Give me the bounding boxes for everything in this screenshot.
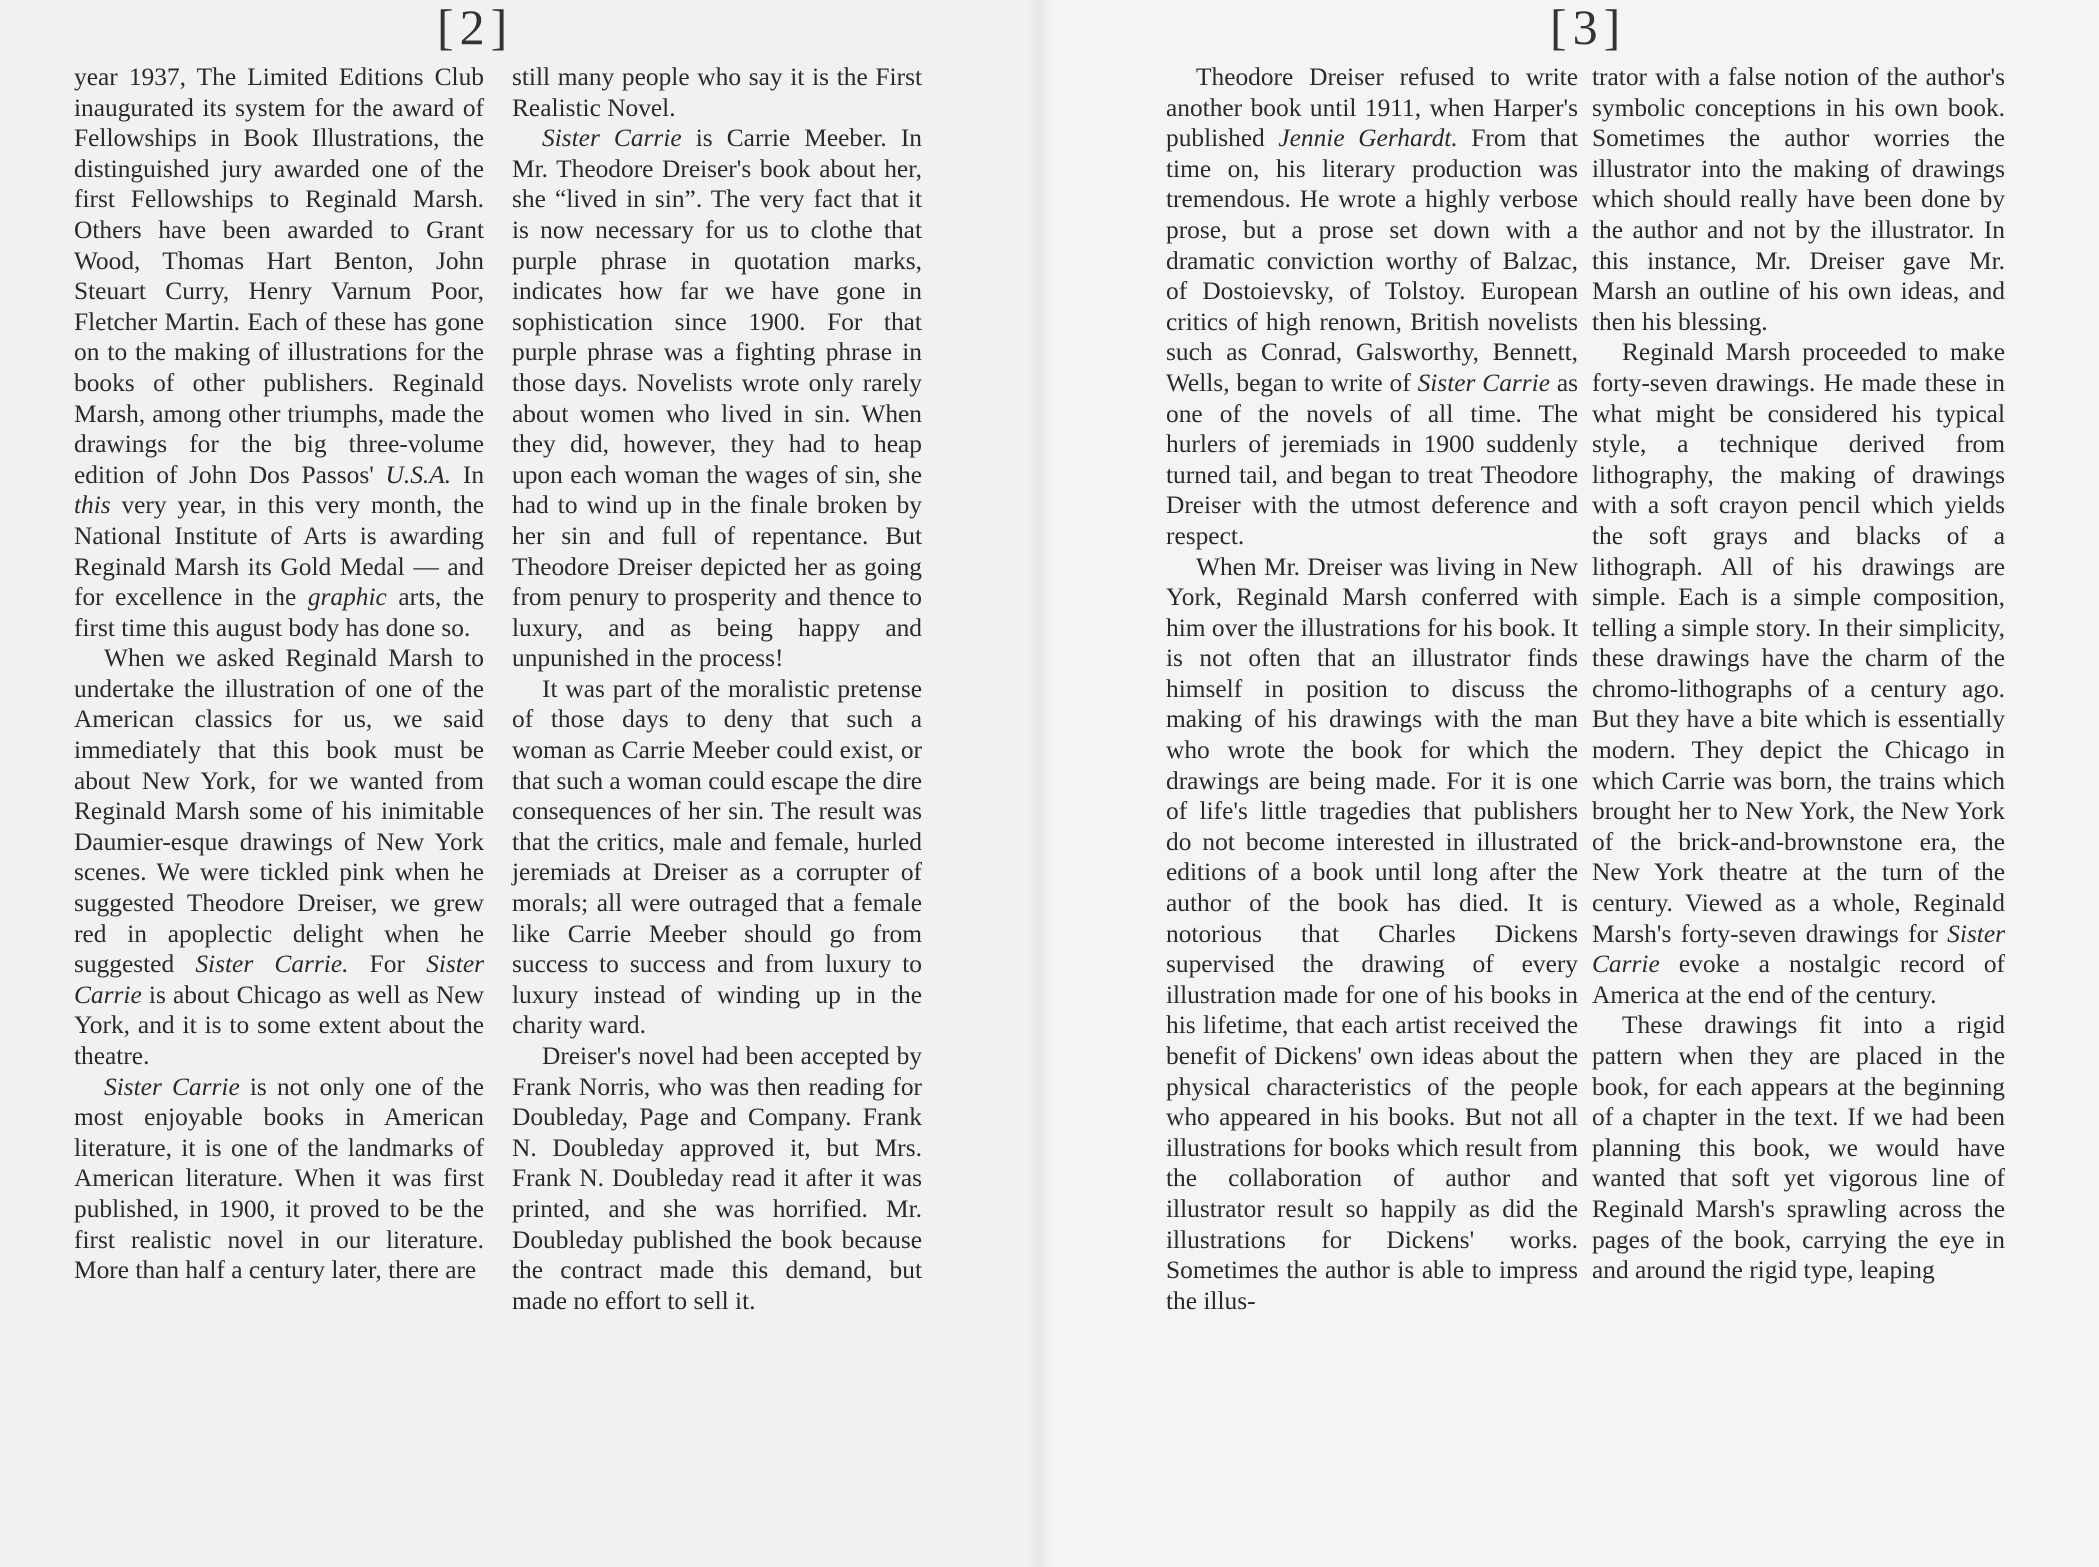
paragraph	[512, 62, 922, 123]
text-segment: When we asked Reginald Marsh to undertake the illustration of one of the American classics for us, we said immediately that this book must be about New York, for we wanted from Reginald Marsh some of his inimitable Daumier-esque drawings of New York scenes. We were tickled pink when he suggested Theodore Dreiser, we grew red in apoplectic delight when he suggested	[74, 644, 484, 979]
paragraph	[74, 62, 484, 643]
paragraph	[512, 674, 922, 1041]
italic-text: graphic	[307, 583, 387, 612]
italic-text: Sister Carrie	[1417, 368, 1550, 397]
italic-text: this	[74, 491, 111, 520]
italic-text: U.S.A.	[385, 460, 452, 489]
page-number-right: [3]	[1550, 0, 1627, 55]
text-segment: For	[348, 950, 427, 979]
text-segment: arts, the first time this august body has done so.	[74, 583, 484, 642]
text-segment: When Mr. Dreiser was living in New York, Reginald Marsh conferred with him over the illustrations for his book. It is not often that an illustrator finds himself in position to discuss the making of his drawings with the man who wrote the book for which the drawings are being made. For it is one of life's little tragedies that publishers do not become interested in illustrated editions of a book until long after the author of the book has died. It is notorious that Charles Dickens supervised the drawing of every illustration made for one of his books in his lifetime, that each artist received the benefit of Dickens' own ideas about the physical characteristics of the people who appeared in his books. But not all illustrations for books which result from the collaboration of author and illustrator result so happily as did the illustrations for Dickens' works. Sometimes the author is able to impress the illus-	[1166, 552, 1578, 1315]
paragraph	[1592, 337, 2005, 1010]
paragraph	[74, 1072, 484, 1286]
text-column-3	[1166, 62, 1578, 1316]
book-gutter	[1028, 0, 1058, 1567]
paragraph	[1592, 1010, 2005, 1285]
text-segment: trator with a false notion of the author's symbolic conceptions in his own book. Sometimes the author worries the illustrator into the making of drawings which should really have been done by the author and not by the illustrator. In this instance, Mr. Dreiser gave Mr. Marsh an outline of his own ideas, and then his blessing.	[1592, 63, 2005, 336]
text-segment: as one of the novels of all time. The hurlers of jeremiads in 1900 suddenly turned tail, and began to treat Theodore Dreiser with the utmost deference and respect.	[1166, 368, 1578, 550]
paragraph	[74, 643, 484, 1071]
italic-text: Sister Carrie	[104, 1072, 240, 1101]
text-column-2	[512, 62, 922, 1316]
text-segment: Theodore Dreiser refused to write another book until 1911, when Harper's published	[1166, 63, 1578, 153]
italic-text: Sister Carrie.	[195, 950, 349, 979]
text-column-4	[1592, 62, 2005, 1286]
text-segment: It was part of the moralistic pretense of those days to deny that such a woman as Carrie Meeber could exist, or that such a woman could escape the dire consequences of her sin. The result was that the critics, male and female, hurled jeremiads at Dreiser as a corrupter of morals; all were outraged that a female like Carrie Meeber should go from success to success and from luxury to luxury instead of winding up in the charity ward.	[512, 674, 922, 1040]
text-segment: is not only one of the most enjoyable books in American literature, it is one of the landmarks of American literature. When it was first published, in 1900, it proved to be the first realistic novel in our literature. More than half a century later, there are	[74, 1072, 485, 1285]
paragraph	[512, 123, 922, 674]
text-segment: In	[451, 460, 485, 489]
text-segment: very year, in this very month, the National Institute of Arts is awarding Reginald Marsh its Gold Medal — and for excellence in the	[74, 491, 484, 612]
page-number-left: [2]	[437, 0, 514, 55]
text-segment: From that time on, his literary production was tremendous. He wrote a highly verbose prose, but a prose set down with a dramatic conviction worthy of Balzac, of Dostoievsky, of Tolstoy. European critics of high renown, British novelists such as Conrad, Galsworthy, Bennett, Wells, began to write of	[1166, 124, 1579, 397]
text-segment: Reginald Marsh proceeded to make forty-seven drawings. He made these in what might be considered his typical style, a technique derived from lithography, the making of drawings with a soft crayon pencil which yields the soft grays and blacks of a lithograph. All of his drawings are simple. Each is a simple composition, telling a simple story. In their simplicity, these drawings have the charm of the chromo-lithographs of a century ago. But they have a bite which is essentially modern. They depict the Chicago in which Carrie was born, the trains which brought her to New York, the New York of the brick-and-brownstone era, the New York theatre at the turn of the century. Viewed as a whole, Reginald Marsh's forty-seven drawings for	[1592, 338, 2005, 948]
text-segment: year 1937, The Limited Editions Club inaugurated its system for the award of Fellowships in Book Illustrations, the distinguished jury awarded one of the first Fellowships to Reginald Marsh. Others have been awarded to Grant Wood, Thomas Hart Benton, John Steuart Curry, Henry Varnum Poor, Fletcher Martin. Each of these has gone on to the making of illustrations for the books of other publishers. Reginald Marsh, among other triumphs, made the drawings for the big three-volume edition of John Dos Passos'	[74, 63, 484, 489]
text-segment: evoke a nostalgic record of America at the end of the century.	[1592, 950, 2005, 1009]
italic-text: Sister Carrie	[74, 950, 484, 1009]
text-segment: Dreiser's novel had been accepted by Frank Norris, who was then reading for Doubleday, Page and Company. Frank N. Doubleday approved it, but Mrs. Frank N. Doubleday read it after it was printed, and she was horrified. Mr. Doubleday published the book because the contract made this demand, but made no effort to sell it.	[512, 1042, 922, 1315]
italic-text: Sister Carrie	[1592, 919, 2005, 979]
paragraph	[1166, 552, 1578, 1317]
text-segment: is about Chicago as well as New York, and it is to some extent about the theatre.	[74, 980, 484, 1070]
italic-text: Jennie Gerhardt.	[1278, 124, 1458, 153]
paragraph	[1166, 62, 1578, 552]
paragraph	[1592, 62, 2005, 337]
italic-text: Sister Carrie	[542, 124, 682, 153]
text-segment: These drawings fit into a rigid pattern when they are placed in the book, for each appears at the beginning of a chapter in the text. If we had been planning this book, we would have wanted that soft yet vigorous line of Reginald Marsh's sprawling across the pages of the book, carrying the eye in and around the rigid type, leaping	[1592, 1011, 2005, 1285]
text-segment: is Carrie Meeber. In Mr. Theodore Dreiser's book about her, she “lived in sin”. The very fact that it is now necessary for us to clothe that purple phrase in quotation marks, indicates how far we have gone in sophistication since 1900. For that purple phrase was a fighting phrase in those days. Novelists wrote only rarely about women who lived in sin. When they did, however, they had to heap upon each woman the wages of sin, she had to wind up in the finale broken by her sin and full of repentance. But Theodore Dreiser depicted her as going from penury to prosperity and thence to luxury, and as being happy and unpunished in the process!	[512, 124, 922, 673]
text-segment: still many people who say it is the First Realistic Novel.	[512, 63, 922, 122]
text-column-1	[74, 62, 484, 1286]
paragraph	[512, 1041, 922, 1316]
